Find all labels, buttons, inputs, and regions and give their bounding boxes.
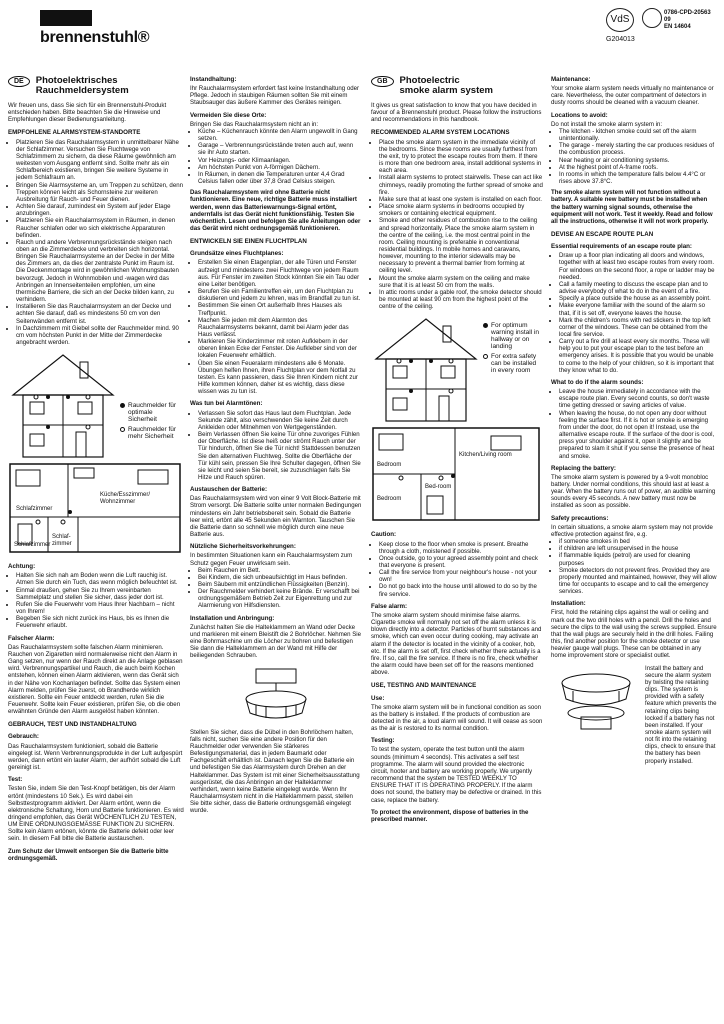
lang-badge-gb: GB <box>371 76 394 87</box>
text-mount-de: Zunächst halten Sie die Halteklammern an Wand oder Decke und markieren mit einem Bleistift die 2 Bohrlöcher. Nehmen Sie eine Bohrmaschine um die Löcher zu bohren und befestigen Sie dann die Halteklammern an der Wand mit Hilfe der beiliegenden Schrauben. <box>190 623 362 660</box>
text-warning-de: Das Rauchalarmsystem wird ohne Batterie nicht funktionieren. Eine neue, richtige Batterie muss installiert werden, wenn das Batteriewarnungs-Signal ertönt, andernfalls ist das Gerät nicht funktionsfähig. Testen Sie wöchentlich. Lesen und befolgen Sie alle Anleitungen oder das Gerät wird nicht ordnungsgemäß funktionieren. <box>190 189 361 232</box>
heading-escape-de: ENTWICKELN SIE EINEN FLUCHTPLAN <box>190 238 307 246</box>
list-item: • Berufen Sie ein Familientreffen ein, um den Fluchtplan zu diskutieren und jedem zu lehren, was im Brandfall zu tun ist. <box>198 288 362 302</box>
text-battery-de: Das Rauchalarmsystem wird von einer 9 Volt Block-Batterie mit Strom versorgt. Die Batterie sollte unter normalen Bedingungen mindestens ein Jahr betriebsbereit sein. Sobald die Batterie leer wird, ertönt alle 45 Sekunden ein Warnton. Tauschen Sie die Batterie dann so schnell wie möglich durch eine neue Batterie aus. <box>190 495 362 539</box>
list-item: • Make sure that at least one system is installed on each floor. <box>379 196 543 203</box>
list-item: • Leave the house immediately in accordance with the escape route plan. Every second counts, so don't waste time getting dressed or saving articles of value. <box>559 388 717 409</box>
intro-gb: It gives us great satisfaction to know that you have decided in favour of a Brennenstuhl product. Please follow the instructions and recommendations in this handbook. <box>371 102 542 124</box>
heading-use-sub-de: Gebrauch: <box>8 733 39 741</box>
floor-plan-icon <box>371 426 543 522</box>
plan-label-bedroom: Schlaf-zimmer <box>52 534 72 548</box>
heading-use-de: GEBRAUCH, TEST UND INSTANDHALTUNG <box>8 721 137 729</box>
house-diagram-de <box>8 350 184 462</box>
heading-safety-gb: Safety precautions: <box>551 514 609 522</box>
list-item: • The kitchen - kitchen smoke could set off the alarm unintentionally. <box>559 128 717 142</box>
heading-maint-gb: Maintenance: <box>551 76 591 83</box>
floor-plan-gb <box>371 426 543 526</box>
column-de-1 <box>8 76 184 867</box>
heading-safety-de: Nützliche Sicherheitsvorkehrungen: <box>190 543 296 551</box>
list-item: • Mark the children's rooms with red stickers in the top left corner of the windows. These can be obtained from the local fire service. <box>559 317 717 338</box>
text-use-de: Das Rauchalarmsystem funktioniert, sobald die Batterie eingelegt ist. Wenn Verbrennungsprodukte in der Luft aufgespürt werden, dann ertönt ein lauter Alarm, der aufhört sobald die Luft gereinigt ist. <box>8 742 183 772</box>
text-safety-intro-de: In bestimmten Situationen kann ein Rauchalarmsystem zum Schutz gegen Feuer unwirksam sein. <box>190 552 353 567</box>
legend-label: For extra safety can be installed in every room <box>491 353 537 375</box>
text-warning-gb: The smoke alarm system will not function without a battery. A suitable new battery must be installed when the battery warning signal sounds, otherwise the equipment will not work. Test it weekly. Read and follow all the instructions, otherwise it will not work properly. <box>551 189 713 225</box>
smoke-detector-icon <box>551 665 641 735</box>
heading-escape-sub-de: Grundsätze eines Fluchtplanes: <box>190 250 284 258</box>
plan-label-kitchen: Kitchen/Living room <box>459 452 512 459</box>
list-locations-de <box>8 139 184 347</box>
heading-maint-de: Instandhaltung: <box>190 76 237 83</box>
heading-locations-gb: RECOMMENDED ALARM SYSTEM LOCATIONS <box>371 129 510 137</box>
heading-todo-de: Was tun bei Alarmtönen: <box>190 400 263 408</box>
detector-illustration-de <box>190 665 362 729</box>
list-item: • Halten Sie sich nah am Boden wenn die Luft rauchig ist. Atmen Sie durch ein Tuch, das wenn möglich befeuchtet ist. <box>16 572 184 586</box>
logo-block <box>40 10 92 26</box>
text-test-gb: To test the system, operate the test button until the alarm sounds (minimum 4 seconds). This activates a self test programme. The alarm will sound provided the electronic circuit, hooter and battery are working properly. We urgently recommend that the system be TESTED WEEKLY TO ENSURE THAT IT IS OPERATING PROPERLY. If the alarm does not sound, the battery may be defective or drained. In this case, replace the battery. <box>371 746 542 804</box>
list-item: • Once outside, go to your agreed assembly point and check that everyone is present. <box>379 555 543 569</box>
house-icon <box>8 350 118 460</box>
list-item: • Installieren Sie das Rauchalarmsystem an der Decke und achten Sie darauf, daß es mindestens 50 cm von den Seitenwänden entfernt ist. <box>16 303 184 324</box>
heading-false-alarm-de: Falscher Alarm: <box>8 634 55 642</box>
legend-gb <box>483 322 541 377</box>
text-env-de: Zum Schutz der Umwelt entsorgen Sie die Batterie bitte ordnungsgemäß. <box>8 847 169 862</box>
list-item: • Am höchsten Punkt von A-förmigen Dächern. <box>198 164 362 171</box>
heading-avoid-gb: Locations to avoid: <box>551 111 608 119</box>
legend-item-optimal <box>120 402 182 423</box>
list-item: • In Räumen, in denen die Temperaturen unter 4,4 Grad Celsius fallen oder über 37,8 Grad Celsius steigen. <box>198 171 362 185</box>
house-diagram-gb <box>371 314 543 426</box>
title-gb-line1: Photoelectric <box>399 75 460 86</box>
heading-inst-gb: Installation: <box>551 600 586 608</box>
floor-plan-de <box>8 462 184 558</box>
text-safety-intro-gb: In certain situations, a smoke alarm system may not provide effective protection against fire, e.g. <box>551 523 713 538</box>
intro-de: Wir freuen uns, dass Sie sich für ein Brennenstuhl-Produkt entschieden haben. Bitte beachten Sie die Hinweise und Empfehlungen dieser Bedienungsanleitung. <box>8 102 167 124</box>
list-item: • Markieren Sie Kinderzimmer mit roten Aufklebern in der oberen linken Ecke der Fenster. Die Aufkleber sind von der lokalen Feuerwehr erhältlich. <box>198 338 362 359</box>
filled-dot-icon <box>483 323 488 328</box>
list-item: • In Dachzimmern mit Giebel sollte der Rauchmelder mind. 90 cm vom höchsten Punkt in der Mitte der Zimmerdecke angebracht werden. <box>16 325 184 346</box>
text-battery-gb: The smoke alarm system is powered by a 9-volt monobloc battery. Under normal conditions, this should last at least a year. When the battery runs out of power, an audible warning sounds every 45 seconds. A new battery must now be installed as soon as possible. <box>551 473 716 510</box>
list-item: • Begeben Sie sich nicht zurück ins Haus, bis es Ihnen die Feuerwehr erlaubt. <box>16 615 184 629</box>
list-item: • Near heating or air conditioning systems. <box>559 157 717 164</box>
list-item: • Place smoke alarm systems in bedrooms occupied by smokers or containing electrical equipment. <box>379 203 543 217</box>
list-item: • At the highest point of A-frame roofs. <box>559 164 717 171</box>
empty-dot-icon <box>120 427 125 432</box>
text-false-alarm-gb: The smoke alarm system should minimise false alarms. Cigarette smoke will normally not set off the alarm unless it is blown directly into a detector. Particles of burnt substances and smoke, which can even occur during cooking, may activate an alarm if the detector is located in the vicinity of a cooker, hob, etc. If the alarm is set off, first check whether there actually is a fire. If so, call the fire service. If there is no fire, check whether the alarm could have been set off for the reasons mentioned above. <box>371 611 542 677</box>
brand-logo <box>40 10 150 47</box>
heading-battery-gb: Replacing the battery: <box>551 464 616 472</box>
text-maint-de: Ihr Rauchalarmsystem erfordert fast keine Instandhaltung oder Pflege. Jedoch in staubigen Räumen sollten Sie mit einem Staubsauger das äußere Kammer des Gerätes reinigen. <box>190 85 360 107</box>
legend-item-optimum <box>483 322 541 350</box>
list-caution-de <box>8 572 184 629</box>
list-item: • The garage - merely starting the car produces residues of the combustion process. <box>559 142 717 156</box>
list-item: • Do not go back into the house until allowed to do so by the fire service. <box>379 583 543 597</box>
text-avoid-intro-de: Bringen Sie das Rauchalarmsystem nicht an in: <box>190 120 319 128</box>
text-inst2-gb: Install the battery and secure the alarm system by twisting the retaining clips. The system is provided with a safety feature which prevents the retaining clips being locked if a battery has not been installed. If your smoke alarm system will not fit into the retaining clips, check to ensure that the battery has been properly installed. <box>645 664 717 765</box>
section-header-gb <box>371 76 543 96</box>
column-gb-1 <box>371 76 543 828</box>
heading-locations-de: EMPFOHLENE ALARMSYSTEM-STANDORTE <box>8 129 141 137</box>
heading-test-de: Test: <box>8 776 23 784</box>
list-avoid-gb <box>551 128 717 185</box>
list-item: • Make everyone familiar with the sound of the alarm so that, if it is set off, everyone leaves the house. <box>559 302 717 316</box>
list-item: • Call a family meeting to discuss the escape plan and to advise everybody of what to do in the event of a fire. <box>559 281 717 295</box>
text-avoid-intro-gb: Do not install the smoke alarm system in: <box>551 120 663 128</box>
legend-item-extra <box>483 353 541 374</box>
ce-mark-icon <box>642 8 662 28</box>
column-de-2 <box>190 76 362 819</box>
brand-name: brennenstuhl® <box>40 29 150 46</box>
plan-label-kitchen: Küche/Esszimmer/ Wohnzimmer <box>100 492 151 506</box>
list-item: • Platzieren Sie das Rauchalarmsystem in unmittelbarer Nähe der Schlafzimmer. Versuchen Sie Fluchtwege von Schlafzimmern zu sichern, da diese Räume gewöhnlich am weitesten vom Ausgang entfernt sind. Sollte mehr als ein Schlafbereich existieren, bringen Sie weitere Systeme in jedem Schlafraum an. <box>16 139 184 182</box>
heading-escape-sub-gb: Essential requirements of an escape route plan: <box>551 243 692 251</box>
title-gb <box>400 76 493 96</box>
ce-standard: EN 14604 <box>664 24 691 30</box>
list-item: • Rufen Sie die Feuerwehr vom Haus Ihrer Nachbarn – nicht von Ihrem! <box>16 601 184 615</box>
title-de <box>36 76 129 96</box>
list-item: • Bestimmen Sie einen Ort außerhalb Ihres Hauses als Treffpunkt. <box>198 302 362 316</box>
filled-dot-icon <box>120 403 125 408</box>
list-item: • Erstellen Sie einen Etagenplan, der alle Türen und Fenster aufzeigt und mindestens zwei Fluchtwege von jedem Raum aus. Für Fenster im zweiten Stock könnten Sie ein Tau oder eine Leiter benötigen. <box>198 259 362 288</box>
heading-use-sub-gb: Use: <box>371 694 385 702</box>
legend-item-more <box>120 426 182 440</box>
heading-avoid-de: Vermeiden Sie diese Orte: <box>190 111 267 119</box>
text-env-gb: To protect the environment, dispose of batteries in the prescribed manner. <box>371 808 529 823</box>
certification-marks <box>606 8 716 52</box>
list-item: • Machen Sie jeden mit dem Alarmton des Rauchalarmsystems bekannt, damit bei Alarm jeder das Haus verlässt. <box>198 317 362 338</box>
vds-number: G204013 <box>606 36 635 43</box>
list-item: • Place the smoke alarm system in the immediate vicinity of the bedrooms. Since these rooms are usually furthest from the exit, try to protect the escape routes from them. If there is more than one bedroom area, install additional systems in each area. <box>379 139 543 175</box>
list-item: • Smoke and other residues of combustion rise to the ceiling and spread horizontally. Place the smoke alarm system in the centre of the ceiling, i.e. the most central point in the room. Ceiling mounting is preferable in conventional residential buildings. In mobile homes and caravans, however, mounting to the interior sidewalls may be necessary to prevent a thermal barrier from forming at ceiling level. <box>379 217 543 274</box>
heading-test-gb: Testing: <box>371 737 395 745</box>
heading-caution-gb: Caution: <box>371 531 397 539</box>
list-item: • Beim Rauchen im Bett. <box>198 567 362 574</box>
list-item: • if children are left unsupervised in the house <box>559 545 717 552</box>
title-gb-line2: smoke alarm system <box>399 85 493 96</box>
vds-logo: VdS <box>606 8 634 32</box>
list-todo-de <box>190 410 362 482</box>
list-safety-de <box>190 567 362 610</box>
list-safety-gb <box>551 538 717 595</box>
list-item: • Einmal draußen, gehen Sie zu Ihrem vereinbarten Sammelplatz und stellen Sie sicher, dass jeder dort ist. <box>16 587 184 601</box>
heading-false-alarm-gb: False alarm: <box>371 602 408 610</box>
ce-code <box>664 10 711 31</box>
text-mount2-de: Stellen Sie sicher, dass die Dübel in den Bohrlöchern halten, falls nicht, suchen Sie eine andere Position für den Rauchmelder oder verwenden Sie stärkeres Befestigungsmaterial, das in jedem Baumarkt oder Fachgeschäft erhältlich ist. Danach legen Sie die Batterie ein und befestigen Sie das Alarmsystem durch Drehen an der Halteklammer. Das System ist mit einer Sicherheitsausstattung ausgerüstet, die das Anbringen an der Halteklammer verhindert, wenn keine Batterie eingelegt wurde. Wenn Ihr Rauchalarmsystem nicht in die Halteklammern passt, stellen Sie bitte sicher, dass die Batterie ordnungsgemäß eingelegt wurde. <box>190 728 360 815</box>
legend-label: For optimum warning install in hallway or on landing <box>491 322 540 351</box>
list-item: • Bei Kindern, die sich unbeaufsichtigt im Haus befinden. <box>198 574 362 581</box>
list-item: • Keep close to the floor when smoke is present. Breathe through a cloth, moistened if possible. <box>379 541 543 555</box>
text-use-gb: The smoke alarm system will be in functional condition as soon as the battery is installed. If the products of combustion are detected in the air, a loud alarm will sound. It will cease as soon as the air is restored to its normal condition. <box>371 703 543 733</box>
ce-code-year: 09 <box>664 17 671 23</box>
list-item: • Achten Sie darauf, zumindest ein System auf jeder Etage anzubringen. <box>16 203 184 217</box>
heading-use-gb: USE, TESTING AND MAINTENANCE <box>371 682 477 690</box>
list-item: • Draw up a floor plan indicating all doors and windows, together with at least two escape routes from every room. For windows on the second floor, a rope or ladder may be needed. <box>559 252 717 281</box>
list-item: • if flammable liquids (petrol) are used for cleaning purposes <box>559 552 717 566</box>
list-item: • Üben Sie einen Feueralarm mindestens alle 6 Monate. Übungen helfen Ihnen, ihren Fluchtplan vor dem Notfall zu testen. Es kann passieren, dass Sie Ihren Kindern nicht zur Hilfe kommen können, daher ist es wichtig, dass diese wissen was zu tun ist. <box>198 360 362 396</box>
column-gb-2 <box>551 76 717 770</box>
smoke-detector-icon <box>236 665 316 725</box>
list-item: • Beim Säubern mit entzündlichen Flüssigkeiten (Benzin). <box>198 581 362 588</box>
text-false-alarm-de: Das Rauchalarmsystem sollte falschen Alarm minimieren. Rauchen von Zigaretten wird normalerweise nicht den Alarm in Gang setzen, nur wenn der Rauch direkt an die Anlage geblasen wird. Verbrennungspartikel und Rauch, die auch beim Kochen entstehen, können einen Alarm aktivieren, wenn das Gerät sich in der Nähe von Kochanlagen befindet. Sollte das System einen Alarm melden, prüfen Sie zuerst, ob Brandherde wirklich existieren. Sollte ein Feuer entdeckt werden, rufen Sie die Feuerwehr. Sollte kein Feuer existieren, prüfen Sie, ob die oben erwähnten Gründe den Alarm ausgelöst haben könnten. <box>8 643 183 716</box>
list-item: • Bringen Sie Alarmsysteme an, um Treppen zu schützen, denn Treppen können leicht als Schornsteine zur weiteren Ausbreitung für Rauch- und Feuer dienen. <box>16 182 184 203</box>
list-item: • Rauch und andere Verbrennungsrückstände steigen nach oben an die Zimmerdecke und verbreiten sich horizontal. Bringen Sie Rauchalarmsysteme an der Decke in der Mitte des Zimmers an, da dies der zentralste Punkt im Raum ist. Die Deckenmontage wird in gewöhnlichen Wohnungsbauten bevorzugt. Jedoch in Wohnmobilen und -wagen wird das Anbringen an Innenseitenteilen empfohlen, um eine thermische Barriere, die sich an der Decke bilden kann, zu verhindern. <box>16 239 184 303</box>
list-item: • Beim Verlassen öffnen Sie keine Tür ohne zuvoriges Fühlen der Oberfläche. Ist diese heiß oder strömt Rauch unter der Tür hindurch, öffnen Sie die Tür nicht! Stattdessen benutzen Sie den alternativen Fluchtweg. Sollte die Oberfläche der Tür kühl sein, pressen Sie Ihre Schulter dagegen, öffnen Sie sie leicht und seien Sie bereit, sie zuzuschlagen falls Sie Hitze und Rauch spüren. <box>198 431 362 481</box>
list-item: • Call the fire service from your neighbour's house - not your own! <box>379 569 543 583</box>
list-item: • Vor Heizungs- oder Klimaanlagen. <box>198 157 362 164</box>
text-maint-gb: Your smoke alarm system needs virtually no maintenance or care. Nevertheless, the outer compartment of detectors in dusty rooms should be cleaned with a vacuum cleaner. <box>551 85 714 107</box>
list-item: • Install alarm systems to protect stairwells. These can act like chimneys, readily promoting the further spread of smoke and fire. <box>379 174 543 195</box>
title-de-line1: Photoelektrisches <box>35 75 118 86</box>
lang-badge-de: DE <box>8 76 30 87</box>
list-item: • When leaving the house, do not open any door without feeling the surface first. If it is hot or smoke is emerging from under the door, do not open it! Instead, use the alternative escape route. If the surface of the door is cool, press your shoulder against it, open it slightly and be prepared to slam it shut if you sense the presence of heat and smoke. <box>559 410 717 460</box>
empty-dot-icon <box>483 354 488 359</box>
plan-label-bedroom: Bed-room <box>425 484 452 491</box>
text-test-de: Testen Sie, indem Sie den Test-Knopf betätigen, bis der Alarm ertönt (mindestens 10 Sek.). Es wird dabei ein Selbsttestprogramm aktiviert. Der Alarm ertönt, wenn die elektronische Schaltung, Horn und Batterie funktionieren. Es wird dringend empfohlen, das Gerät WÖCHENTLICH ZU TESTEN, UM EINE ORDNUNGSGEMÄSSE FUNKTION ZU SICHERN. Sollte kein Alarm ertönen, könnte die Batterie defekt oder leer sein. In diesem Fall bitte die Batterie austauschen. <box>8 785 184 843</box>
legend-de <box>120 402 182 443</box>
list-item: • if someone smokes in bed <box>559 538 717 545</box>
list-item: • Smoke detectors do not prevent fires. Provided they are properly mounted and maintained, however, they will allow time for occupants to escape and to call the emergency services. <box>559 567 717 596</box>
list-avoid-de <box>190 128 362 185</box>
legend-label: Rauchmelder für mehr Sicherheit <box>128 426 177 441</box>
heading-escape-gb: DEVISE AN ESCAPE ROUTE PLAN <box>551 230 654 238</box>
list-item: • Küche – Küchenrauch könnte den Alarm ungewollt in Gang setzen. <box>198 128 362 142</box>
plan-label-bedroom: Schlafzimmer <box>14 542 51 549</box>
heading-caution-de: Achtung: <box>8 563 36 571</box>
plan-label-bedroom: Bedroom <box>377 462 402 469</box>
title-de-line2: Rauchmeldersystem <box>35 85 129 96</box>
list-item: • Verlassen Sie sofort das Haus laut dem Fluchtplan. Jede Sekunde zählt, also verschwenden Sie keine Zeit durch Ankleiden oder Mitnehmen von Wertgegenständen. <box>198 410 362 431</box>
list-item: • In attic rooms under a gable roof, the smoke detector should be mounted at least 90 cm from the highest point of the centre of the ceiling. <box>379 289 543 310</box>
list-item: • Garage – Verbrennungsrückstände treten auch auf, wenn sie ihr Auto starten. <box>198 142 362 156</box>
ce-code-number: 0786-CPD-20563 <box>664 10 711 16</box>
heading-todo-gb: What to do if the alarm sounds: <box>551 378 644 386</box>
text-inst-gb: First, hold the retaining clips against the wall or ceiling and mark out the two drill holes with a pencil. Drill the holes and secure the clips to the wall using the screws supplied. Ensure that the wall plugs are securely held in the drill holes. Failing this, find another position for the smoke detector or use heavier gauge wall plugs. These can be obtained in any home improvement store or specialist outlet. <box>551 609 717 660</box>
list-todo-gb <box>551 388 717 460</box>
list-locations-gb <box>371 139 543 311</box>
heading-mount-de: Installation und Anbringung: <box>190 614 275 622</box>
plan-label-bedroom: Schlafzimmer <box>16 506 53 513</box>
list-item: • Mount the smoke alarm system on the ceiling and make sure that it is at least 50 cm from the walls. <box>379 275 543 289</box>
house-icon <box>371 314 481 424</box>
list-escape-gb <box>551 252 717 374</box>
heading-battery-de: Austauschen der Batterie: <box>190 486 268 494</box>
list-item: • Carry out a fire drill at least every six months. These will help you to put your escape plan to the test before an emergency arises. It is possible that you would be unable to come to the help of your children, so it is important that they know what to do. <box>559 338 717 374</box>
inst-with-illustration <box>551 665 717 770</box>
legend-label: Rauchmelder für optimale Sicherheit <box>128 402 177 424</box>
plan-label-bedroom: Bedroom <box>377 496 402 503</box>
list-item: • Der Rauchmelder verhindert keine Brände. Er verschafft bei ordnungsgemäßem Betrieb Zeit zur Eigenrettung und zur Alarmierung von Hilfsdiensten. <box>198 588 362 609</box>
section-header-de <box>8 76 184 96</box>
list-item: • In rooms in which the temperature falls below 4.4°C or rises above 37.8°C. <box>559 171 717 185</box>
list-caution-gb <box>371 541 543 598</box>
list-item: • Specify a place outside the house as an assembly point. <box>559 295 717 302</box>
list-item: • Platzieren Sie ein Rauchalarmsystem in Räumen, in denen Raucher schlafen oder wo sich elektrische Apparaturen befinden. <box>16 217 184 238</box>
list-escape-de <box>190 259 362 395</box>
